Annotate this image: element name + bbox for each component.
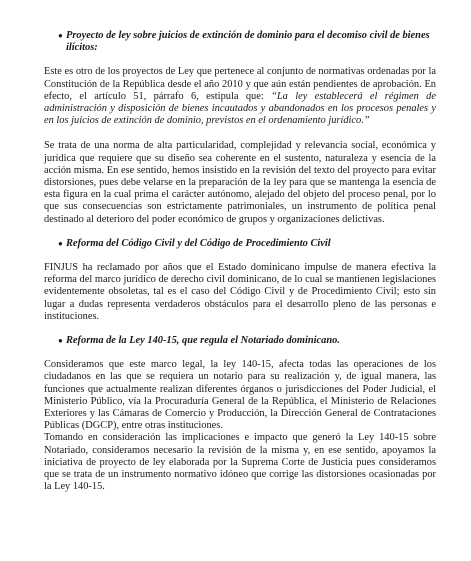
document-page xyxy=(44,30,436,494)
section-heading-ley-140-15: ● Reforma de la Ley 140-15, que regula el Notariado dominicano. xyxy=(44,335,436,347)
bullet-icon: ● xyxy=(58,31,63,40)
paragraph-marco-legal: Consideramos que este marco legal, la ley 140-15, afecta todas las operaciones de los ciudadanos en las que se requiera un notario para su realización y, de igual manera, las funciones que actualmente realizan diferentes órganos o jurisdicciones del Poder Judicial, el Ministerio Público, vía la Procuraduría General de la República, el Ministerio de Relaciones Exteriores y las Cámaras de Comercio y Producción, la Dirección General de Contrataciones Públicas (DGCP), entre otras instituciones. xyxy=(44,359,436,432)
paragraph-norma-particularidad: Se trata de una norma de alta particularidad, complejidad y relevancia social, económica y jurídica que requiere que su diseño sea coherente en el sustento, naturaleza y esencia de la acción misma. En ese sentido, hemos insistido en la revisión del texto del proyecto para evitar distorsiones, pues debe velarse en la preparación de la ley para que se mantenga la esencia de esta figura en la cual prima el carácter autónomo, alejado del objeto del proceso penal, por lo que sus consecuencias son estrictamente patrimoniales, un instrumento de política penal destinado al deterioro del poder económico de grupos y organizaciones delictivas. xyxy=(44,140,436,225)
paragraph-lead: Este es otro de los proyectos de Ley que pertenece al conjunto de normativas ordenadas por la Constitución de la República desde el año 2010 y que aún están pendientes de aprobación. En efecto, el artículo 51, párrafo 6, estipula que: xyxy=(44,66,436,102)
bullet-icon: ● xyxy=(58,238,63,248)
paragraph-finjus: FINJUS ha reclamado por años que el Estado dominicano impulse de manera efectiva la reforma del marco jurídico de derecho civil dominicano, de lo cual se mantienen legislaciones evidentemente obsoletas, tal es el caso del Código Civil y de Procedimiento Civil; esto sin lugar a dudas representa verdaderos obstáculos para el desarrollo pleno de las personas e instituciones. xyxy=(44,262,436,322)
constitution-quote: “La ley establecerá el régimen de administración y disposición de bienes incautados y abandonados en los procesos penales y en los juicios de extinción de dominio, previstos en el ordenamiento jurídico.” xyxy=(44,90,436,127)
paragraph-constitucion xyxy=(44,66,436,127)
section-heading-extincion-dominio: ● Proyecto de ley sobre juicios de extinción de dominio para el decomiso civil de bienes ilícitos: xyxy=(44,30,436,54)
section-heading-codigo-civil: ● Reforma del Código Civil y del Código de Procedimiento Civil xyxy=(44,238,436,250)
bullet-icon: ● xyxy=(58,336,63,346)
paragraph-implicaciones: Tomando en consideración las implicaciones e impacto que generó la Ley 140-15 sobre Notariado, consideramos necesario la revisión de la misma y, en ese sentido, apoyamos la iniciativa de proyecto de ley elaborada por la Suprema Corte de Justicia pues consideramos que se trata de un instrumento normativo idóneo que corrige las distorsiones ocasionadas por la Ley 140-15. xyxy=(44,432,436,493)
